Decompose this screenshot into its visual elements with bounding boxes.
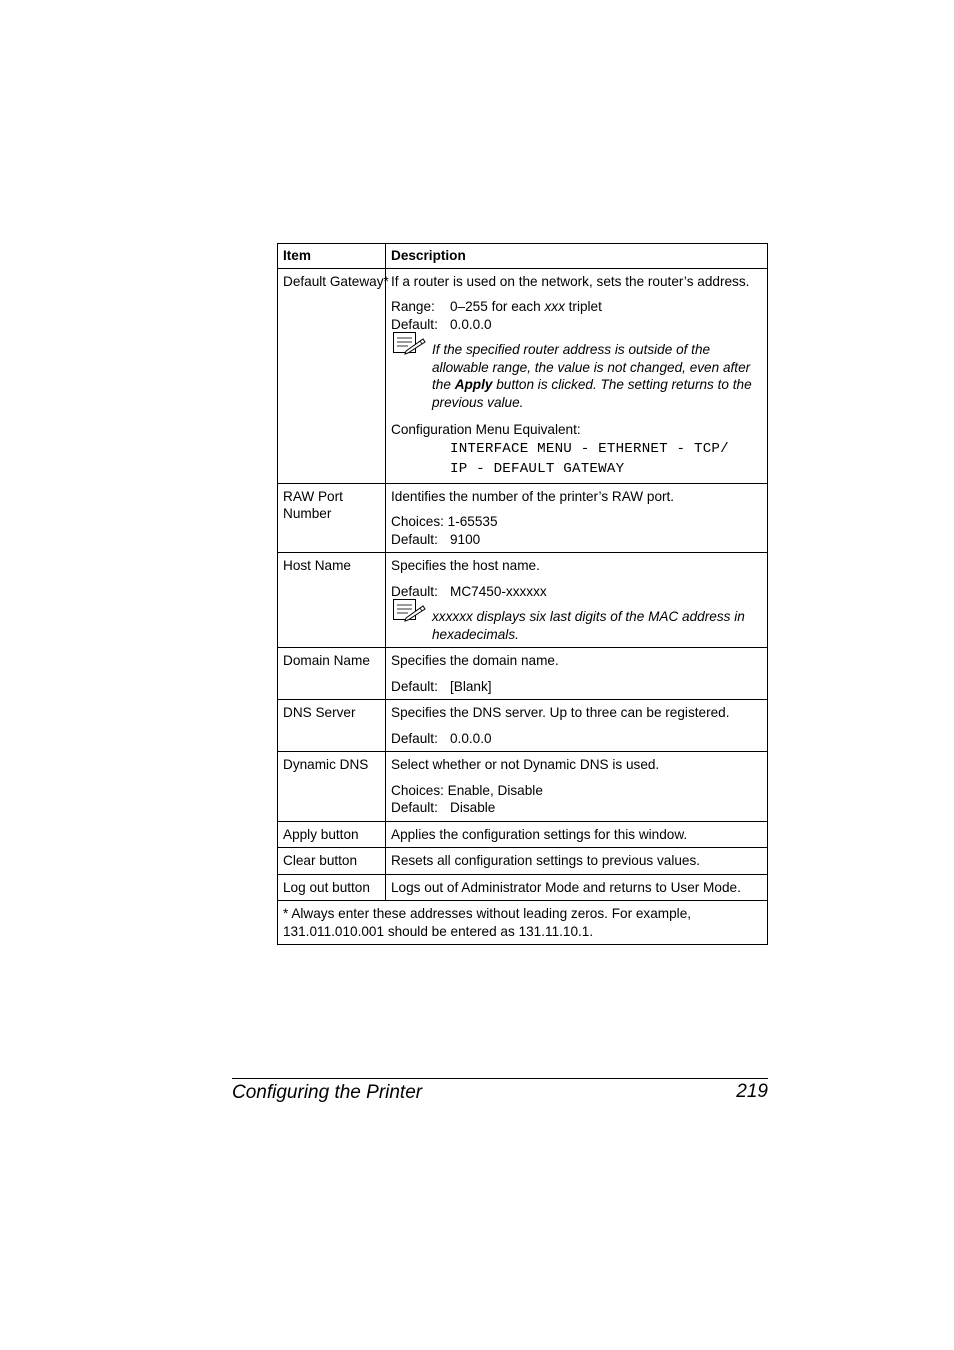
description-logout-button: Logs out of Administrator Mode and returns to User Mode. <box>386 874 768 901</box>
raw-port-desc: Identifies the number of the printer’s RAW port. <box>391 488 675 504</box>
range-value-em: xxx <box>544 299 565 314</box>
description-domain-name <box>386 648 768 700</box>
default-label: Default: <box>391 583 438 599</box>
item-dynamic-dns: Dynamic DNS <box>278 752 386 822</box>
table-row <box>278 874 768 901</box>
description-dns-server <box>386 700 768 752</box>
default-label: Default: <box>391 800 438 815</box>
footnote-row <box>278 901 768 945</box>
default-label: Default: <box>391 730 438 746</box>
gateway-note <box>391 341 762 411</box>
item-clear-button: Clear button <box>278 848 386 875</box>
domain-name-desc: Specifies the domain name. <box>391 653 559 668</box>
item-raw-port: RAW Port Number <box>278 483 386 553</box>
table-row <box>278 752 768 822</box>
table-row <box>278 821 768 848</box>
table-footnote: * Always enter these addresses without leading zeros. For example, 131.011.010.001 should be entered as 131.11.10.1. <box>278 901 768 945</box>
note-text-bold: Apply <box>454 377 493 392</box>
host-name-default <box>391 583 762 601</box>
header-description: Description <box>386 244 768 269</box>
range-value-post: triplet <box>564 299 602 314</box>
note-text: xxxxxx displays six last digits of the MAC address in hexadecimals. <box>432 609 745 642</box>
dns-server-desc: Specifies the DNS server. Up to three can be registered. <box>391 705 730 720</box>
description-host-name <box>386 553 768 648</box>
choices-text: Choices: Enable, Disable <box>391 782 543 798</box>
menu-path-line1: INTERFACE MENU - ETHERNET - TCP/ <box>450 440 729 457</box>
table-row <box>278 700 768 752</box>
host-name-desc: Specifies the host name. <box>391 558 540 573</box>
item-host-name: Host Name <box>278 553 386 648</box>
default-value: 0.0.0.0 <box>450 316 492 332</box>
menu-label: Configuration Menu Equivalent: <box>391 422 581 437</box>
default-label: Default: <box>391 316 438 332</box>
gateway-menu <box>391 421 762 479</box>
table-row <box>278 268 768 483</box>
description-default-gateway <box>386 268 768 483</box>
default-label: Default: <box>391 531 438 547</box>
raw-port-values <box>391 513 762 548</box>
item-domain-name: Domain Name <box>278 648 386 700</box>
header-item: Item <box>278 244 386 269</box>
menu-path-line2: IP - DEFAULT GATEWAY <box>450 460 625 477</box>
dynamic-dns-values <box>391 782 762 817</box>
description-raw-port <box>386 483 768 553</box>
item-dns-server: DNS Server <box>278 700 386 752</box>
footer-page-number: 219 <box>736 1081 768 1102</box>
note-pencil-icon <box>392 331 426 357</box>
dns-server-default <box>391 730 762 748</box>
range-label: Range: <box>391 299 435 314</box>
note-text-post: button is clicked. The setting returns to the previous value. <box>432 377 752 410</box>
default-value: [Blank] <box>450 678 492 694</box>
item-default-gateway: Default Gateway* <box>278 268 386 483</box>
description-clear-button: Resets all configuration settings to previous values. <box>386 848 768 875</box>
footer-chapter-title: Configuring the Printer <box>232 1082 423 1103</box>
host-name-note <box>391 608 762 643</box>
dynamic-dns-desc: Select whether or not Dynamic DNS is used. <box>391 757 660 772</box>
table-row <box>278 848 768 875</box>
item-apply-button: Apply button <box>278 821 386 848</box>
range-value-pre: 0–255 for each <box>450 299 545 314</box>
default-value: 0.0.0.0 <box>450 730 492 746</box>
default-value: 9100 <box>450 531 481 547</box>
footer-divider <box>232 1078 768 1079</box>
table-header-row <box>278 244 768 269</box>
settings-table <box>277 243 768 945</box>
item-logout-button: Log out button <box>278 874 386 901</box>
table-row <box>278 483 768 553</box>
choices-text: Choices: 1-65535 <box>391 514 498 529</box>
domain-name-default <box>391 678 762 696</box>
description-apply-button: Applies the configuration settings for this window. <box>386 821 768 848</box>
gateway-desc: If a router is used on the network, sets the router’s address. <box>391 273 750 289</box>
table-row <box>278 648 768 700</box>
default-label: Default: <box>391 678 438 694</box>
table-row <box>278 553 768 648</box>
note-pencil-icon <box>392 598 426 624</box>
description-dynamic-dns <box>386 752 768 822</box>
note-text-pre: If the specified router address is outside of the allowable range, the value is not changed, even after the <box>432 342 751 392</box>
default-value: Disable <box>450 800 496 815</box>
gateway-values <box>391 298 762 333</box>
default-value: MC7450-xxxxxx <box>450 583 547 599</box>
